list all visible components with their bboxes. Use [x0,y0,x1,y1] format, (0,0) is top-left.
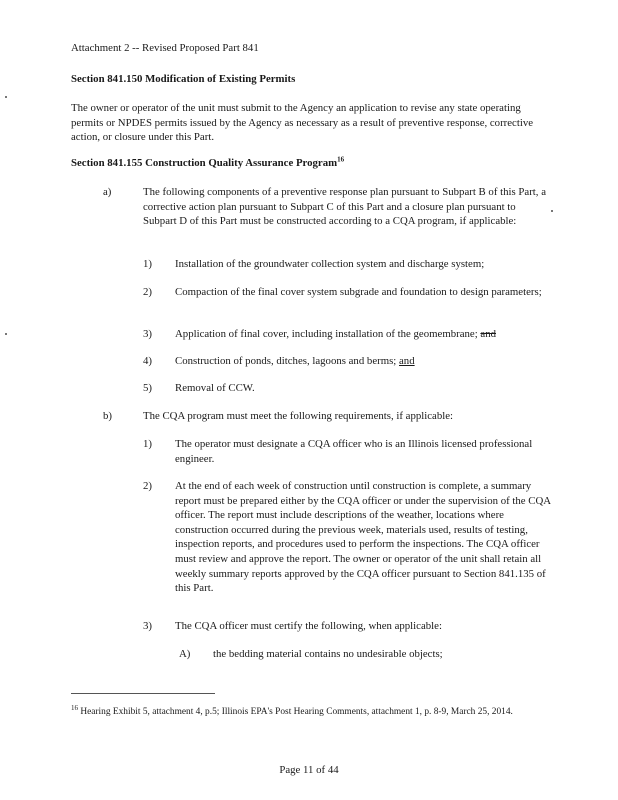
footnote-marker: 16 [71,703,78,712]
subsection-b-label: b) [103,410,112,422]
item-b1-text: The operator must designate a CQA officer who is an Illinois licensed professional engineer. [175,438,533,465]
item-a5-text: Removal of CCW. [175,382,255,394]
section-150-body: The owner or operator of the unit must submit to the Agency an application to revise any state operating permits or NPDES permits issued by the Agency as necessary as a result of preventive response, corrective action, or closure under this Part. [71,102,534,144]
item-b3A-label: A) [179,648,191,660]
subsection-a-text: The following components of a preventive response plan pursuant to Subpart B of this Part, a corrective action plan pursuant to Subpart C of this Part and a closure plan pursuant to Subpart D of this Part must be constructed according to a CQA program, if applicable: [143,186,547,228]
item-b3-num: 3) [143,620,152,632]
item-b1-num: 1) [143,438,152,450]
deleted-text: and [480,328,496,340]
item-a2-num: 2) [143,286,152,298]
section-155-title [71,156,344,171]
item-a4-body: Construction of ponds, ditches, lagoons and berms; [175,355,397,367]
subsection-a-label: a) [103,186,112,198]
item-a1-num: 1) [143,258,152,270]
item-a3-text [175,327,551,342]
page-header: Attachment 2 -- Revised Proposed Part 841 [71,42,259,54]
scan-speck [551,210,553,212]
scan-speck [5,333,7,335]
page-number: Page 11 of 44 [279,764,339,776]
footnote-text: Hearing Exhibit 5, attachment 4, p.5; Illinois EPA's Post Hearing Comments, attachment 1, p. 8-9, March 25, 2014. [80,707,513,717]
item-a4-num: 4) [143,355,152,367]
item-a4-text [175,354,551,369]
item-a3-body: Application of final cover, including installation of the geomembrane; [175,328,478,340]
subsection-b-text: The CQA program must meet the following requirements, if applicable: [143,410,454,422]
scan-speck [5,96,7,98]
item-a3-num: 3) [143,328,152,340]
section-150-title: Section 841.150 Modification of Existing Permits [71,73,296,85]
item-a5-num: 5) [143,382,152,394]
footnote [71,703,541,719]
footnote-divider [71,693,215,694]
item-a1-text: Installation of the groundwater collection system and discharge system; [175,258,485,270]
inserted-text: and [399,355,415,367]
item-b3-text: The CQA officer must certify the following, when applicable: [175,620,442,632]
item-b3A-text: the bedding material contains no undesirable objects; [213,648,443,660]
item-b2-text: At the end of each week of construction until construction is complete, a summary report must be prepared either by the CQA officer or under the supervision of the CQA officer. The report must include descriptions of the weather, locations where construction occurred during the previous week, materials used, results of testing, inspection reports, and procedures used to perform the inspections. The CQA officer must review and approve the report. The owner or operator of the unit shall retain all weekly summary reports approved by the CQA officer pursuant to Section 841.135 of this Part. [175,480,551,595]
section-155-title-text: Section 841.155 Construction Quality Assurance Program [71,157,338,169]
item-a2-text: Compaction of the final cover system subgrade and foundation to design parameters; [175,286,542,298]
footnote-ref[interactable]: 16 [337,155,345,164]
item-b2-num: 2) [143,480,152,492]
